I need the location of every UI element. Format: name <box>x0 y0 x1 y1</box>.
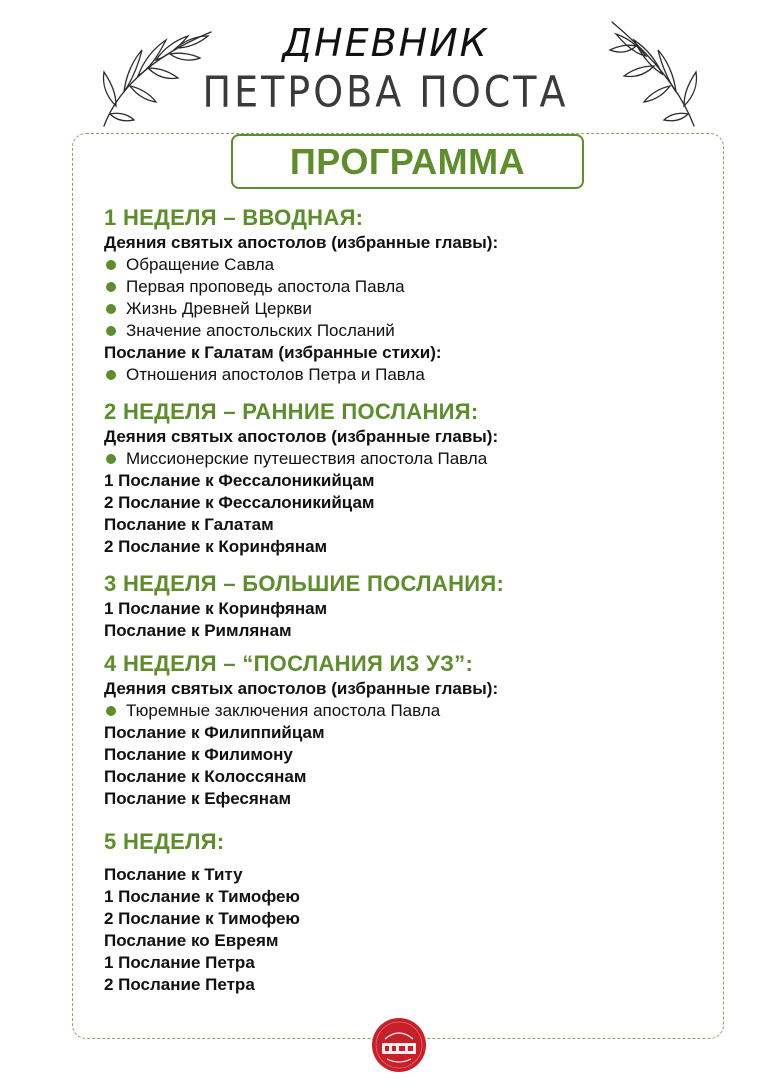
bullet-dot-icon <box>106 282 116 292</box>
line-text: Обращение Савла <box>126 255 275 274</box>
week-title: 4 НЕДЕЛЯ – “ПОСЛАНИЯ ИЗ УЗ”: <box>104 651 474 676</box>
line-text: Деяния святых апостолов (избранные главы): <box>104 679 499 698</box>
book-line <box>104 788 704 810</box>
section-gap <box>104 642 704 650</box>
bullet-item <box>104 700 704 722</box>
week-section <box>104 204 704 386</box>
bullet-item <box>104 364 704 386</box>
bullet-item <box>104 448 704 470</box>
book-line <box>104 744 704 766</box>
program-content <box>104 204 704 996</box>
week-title: 1 НЕДЕЛЯ – ВВОДНАЯ: <box>104 205 364 230</box>
book-line <box>104 864 704 886</box>
book-line <box>104 766 704 788</box>
line-text: Деяния святых апостолов (избранные главы): <box>104 233 499 252</box>
book-line <box>104 598 704 620</box>
line-text: Первая проповедь апостола Павла <box>126 277 405 296</box>
section-gap <box>104 810 704 828</box>
line-text: 2 Послание Петра <box>104 975 255 994</box>
line-text: Послание ко Евреям <box>104 931 279 950</box>
line-text: Отношения апостолов Петра и Павла <box>126 365 425 384</box>
week-title: 2 НЕДЕЛЯ – РАННИЕ ПОСЛАНИЯ: <box>104 399 479 424</box>
section-gap <box>104 386 704 398</box>
book-line <box>104 620 704 642</box>
line-text: Послание к Филиппийцам <box>104 723 325 742</box>
book-line <box>104 492 704 514</box>
week-section <box>104 570 704 642</box>
program-heading-box <box>231 134 584 189</box>
book-line <box>104 514 704 536</box>
line-text: Миссионерские путешествия апостола Павла <box>126 449 488 468</box>
bullet-dot-icon <box>106 326 116 336</box>
line-text: 2 Послание к Коринфянам <box>104 537 328 556</box>
book-line <box>104 678 704 700</box>
book-line <box>104 886 704 908</box>
bullet-dot-icon <box>106 304 116 314</box>
bullet-dot-icon <box>106 260 116 270</box>
bullet-item <box>104 320 704 342</box>
line-text: 1 Послание к Коринфянам <box>104 599 328 618</box>
book-line <box>104 426 704 448</box>
line-text: Послание к Филимону <box>104 745 293 764</box>
line-text: Значение апостольских Посланий <box>126 321 395 340</box>
title-line-2: ПЕТРОВА ПОСТА <box>202 67 569 117</box>
week-section <box>104 828 704 996</box>
line-text: Послание к Ефесянам <box>104 789 292 808</box>
line-text: 1 Послание к Тимофею <box>104 887 300 906</box>
bullet-dot-icon <box>106 706 116 716</box>
line-text: 1 Послание к Фессалоникийцам <box>104 471 375 490</box>
section-gap <box>104 558 704 570</box>
book-line <box>104 470 704 492</box>
line-text: Послание к Титу <box>104 865 243 884</box>
foma-logo-icon <box>371 1017 427 1073</box>
line-text: Жизнь Древней Церкви <box>126 299 312 318</box>
book-line <box>104 232 704 254</box>
line-text: Послание к Галатам <box>104 515 274 534</box>
week-section <box>104 650 704 810</box>
bullet-dot-icon <box>106 454 116 464</box>
line-text: 2 Послание к Фессалоникийцам <box>104 493 375 512</box>
line-text: Послание к Колоссянам <box>104 767 307 786</box>
line-text: 2 Послание к Тимофею <box>104 909 300 928</box>
book-line <box>104 952 704 974</box>
line-text: Тюремные заключения апостола Павла <box>126 701 441 720</box>
book-line <box>104 930 704 952</box>
week-title: 3 НЕДЕЛЯ – БОЛЬШИЕ ПОСЛАНИЯ: <box>104 571 505 596</box>
line-text: Послание к Римлянам <box>104 621 292 640</box>
line-text: 1 Послание Петра <box>104 953 255 972</box>
line-text: Послание к Галатам (избранные стихи): <box>104 343 442 362</box>
program-heading: ПРОГРАММА <box>289 140 526 182</box>
week-title: 5 НЕДЕЛЯ: <box>104 829 225 854</box>
line-text: Деяния святых апостолов (избранные главы): <box>104 427 499 446</box>
week-section <box>104 398 704 558</box>
book-line <box>104 974 704 996</box>
book-line <box>104 722 704 744</box>
title-line-1: ДНЕВНИК <box>282 21 489 65</box>
book-line <box>104 342 704 364</box>
bullet-dot-icon <box>106 370 116 380</box>
bullet-item <box>104 298 704 320</box>
book-line <box>104 536 704 558</box>
book-line <box>104 908 704 930</box>
bullet-item <box>104 276 704 298</box>
spacer <box>104 856 704 864</box>
bullet-item <box>104 254 704 276</box>
